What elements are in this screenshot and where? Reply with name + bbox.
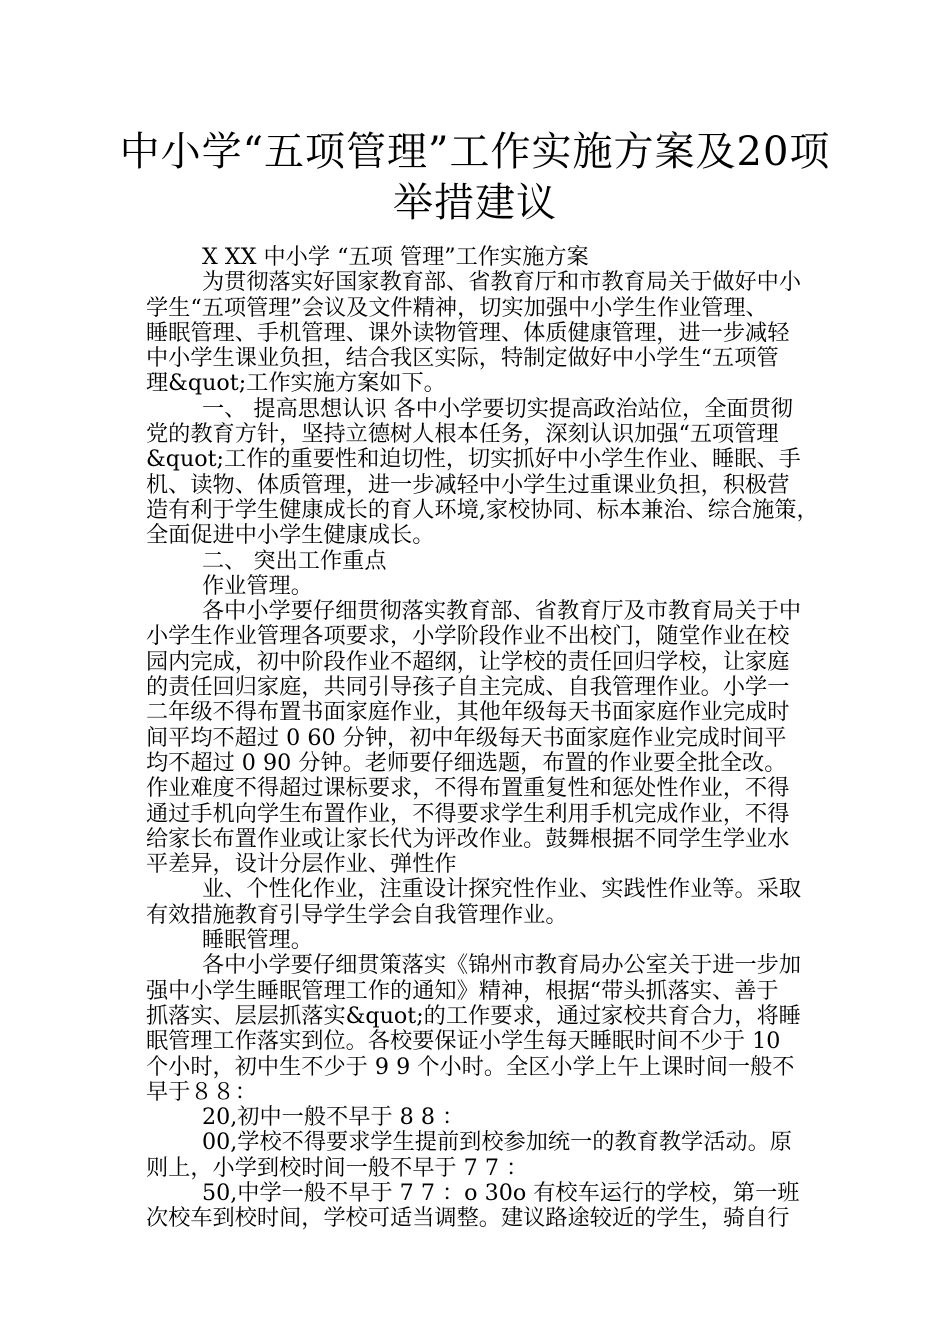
body-text-line: 睡眠管理。 — [202, 927, 313, 954]
body-text-line: &quot;工作的重要性和迫切性，切实抓好中小学生作业、睡眠、手 — [146, 446, 801, 473]
body-text-line: 学生“五项管理”会议及文件精神，切实加强中小学生作业管理、 — [146, 294, 768, 321]
body-text-line: 全面促进中小学生健康成长。 — [146, 522, 435, 549]
body-text-line: 有效措施教育引导学生学会自我管理作业。 — [146, 901, 568, 928]
body-text-line: 党的教育方针，坚持立德树人根本任务，深刻认识加强“五项管理 — [146, 421, 779, 448]
body-text-line: 平差异，设计分层作业、弹性作 — [146, 851, 457, 878]
body-text-line: 为贯彻落实好国家教育部、省教育厅和市教育局关于做好中小 — [202, 269, 802, 296]
body-text-line: 个小时，初中生不少于 9 9 个小时。全区小学上午上课时间一般不 — [146, 1053, 795, 1080]
body-text-line: 各中小学要仔细贯策落实《锦州市教育局办公室关于进一步加 — [202, 952, 802, 979]
body-text-line: 睡眠管理、手机管理、课外读物管理、体质健康管理，进一步减轻 — [146, 319, 790, 346]
body-text-line: 强中小学生睡眠管理工作的通知》精神，根据“带头抓落实、善于 — [146, 977, 779, 1004]
document-title-line-2: 举措建议 — [393, 180, 557, 226]
body-text-line: X XX 中小学 “五项 管理”工作实施方案 — [202, 244, 589, 270]
body-text-line: 一、 提高思想认识 各中小学要切实提高政治站位，全面贯彻 — [202, 395, 793, 422]
body-text-line: 造有利于学生健康成长的育人环境,家校协同、标本兼治、综合施策， — [146, 496, 819, 523]
body-text-line: 小学生作业管理各项要求，小学阶段作业不出校门，随堂作业在校 — [146, 623, 790, 650]
body-text-line: 作业管理。 — [202, 572, 313, 599]
body-text-line: 的责任回归家庭，共同引导孩子自主完成、自我管理作业。小学一 — [146, 674, 790, 701]
body-text-line: 通过手机向学生布置作业，不得要求学生利用手机完成作业，不得 — [146, 800, 790, 827]
body-text-line: 二年级不得布置书面家庭作业，其他年级每天书面家庭作业完成时 — [146, 699, 790, 726]
body-text-line: 则上，小学到校时间一般不早于 7 7 ： — [146, 1154, 529, 1181]
body-text-line: 作业难度不得超过课标要求，不得布置重复性和惩处性作业，不得 — [146, 775, 790, 802]
document-body — [146, 245, 821, 1232]
body-text-line: 园内完成，初中阶段作业不超纲，让学校的责任回归学校，让家庭 — [146, 648, 790, 675]
body-text-line: 20,初中一般不早于 8 8 ： — [202, 1104, 465, 1131]
body-text-line: 中小学生课业负担，结合我区实际，特制定做好中小学生“五项管 — [146, 345, 779, 372]
body-text-line: 均不超过 0 90 分钟。老师要仔细选题，布置的作业要全批全改。 — [146, 749, 787, 776]
body-text-line: 眠管理工作落实到位。各校要保证小学生每天睡眠时间不少于 10 — [146, 1028, 781, 1055]
document-title-line-1: 中小学“五项管理”工作实施方案及20项 — [119, 129, 831, 175]
body-text-line: 间平均不超过 0 60 分钟，初中年级每天书面家庭作业完成时间平 — [146, 724, 787, 751]
body-text-line: 50,中学一般不早于 7 7 ：o 30o 有校车运行的学校，第一班 — [202, 1179, 800, 1206]
body-text-line: 00,学校不得要求学生提前到校参加统一的教育教学活动。原 — [202, 1129, 792, 1156]
body-text-line: 早于８８： — [146, 1078, 257, 1105]
body-text-line: 二、 突出工作重点 — [202, 547, 387, 574]
body-text-line: 抓落实、层层抓落实&quot;的工作要求，通过家校共育合力，将睡 — [146, 1002, 801, 1029]
body-text-line: 业、个性化作业，注重设计探究性作业、实践性作业等。采取 — [202, 876, 802, 903]
body-text-line: 机、读物、体质管理，进一步减轻中小学生过重课业负担，积极营 — [146, 471, 790, 498]
body-text-line: 给家长布置作业或让家长代为评改作业。鼓舞根据不同学生学业水 — [146, 825, 790, 852]
body-text-line: 理&quot;工作实施方案如下。 — [146, 370, 446, 397]
body-text-line: 次校车到校时间，学校可适当调整。建议路途较近的学生，骑自行 — [146, 1205, 790, 1232]
body-text-line: 各中小学要仔细贯彻落实教育部、省教育厅及市教育局关于中 — [202, 598, 802, 625]
